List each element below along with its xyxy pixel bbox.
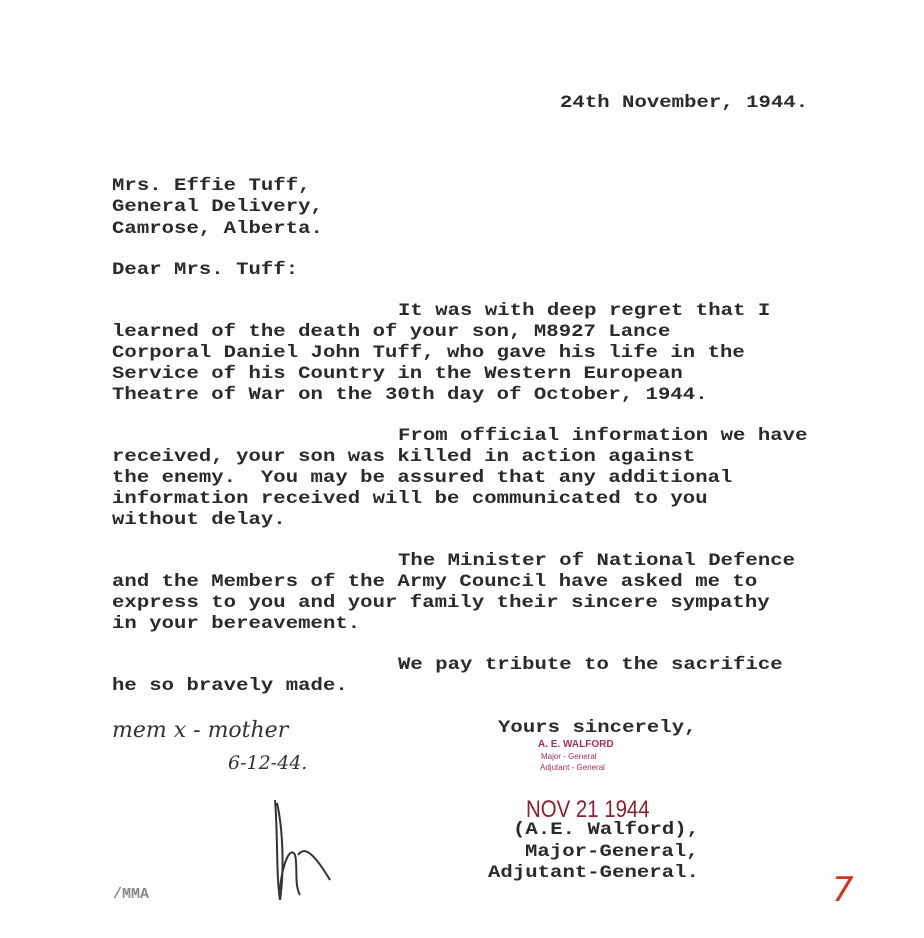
handwritten-signature-mark [260,795,340,905]
body-line: he so bravely made. [112,676,348,696]
body-line: and the Members of the Army Council have asked me to [112,572,758,592]
signature-stamp-name: A. E. WALFORD [538,739,614,750]
body-line: Service of his Country in the Western European [112,364,683,384]
body-line: We pay tribute to the sacrifice [398,655,783,675]
signatory-title: Adjutant-General. [488,863,699,883]
body-line: the enemy. You may be assured that any additional [112,468,733,488]
body-line: received, your son was killed in action against [112,447,696,467]
page-mark: 7 [832,870,854,910]
body-line: The Minister of National Defence [398,551,796,571]
signature-stamp-rank: Major - General [541,752,597,761]
body-line: without delay. [112,510,286,530]
signature-stamp-title: Adjutant - General [540,763,605,772]
body-line: Theatre of War on the 30th day of October, 1944. [112,385,708,405]
closing: Yours sincerely, [498,718,697,738]
body-line: Corporal Daniel John Tuff, who gave his life in the [112,343,745,363]
letter-date: 24th November, 1944. [560,93,809,113]
body-line: in your bereavement. [112,614,361,634]
handwritten-note: mem x - mother [112,718,289,743]
signatory-name: (A.E. Walford), [513,820,700,840]
typist-initials: /MMA [113,886,150,903]
body-line: express to you and your family their sincere sympathy [112,593,770,613]
body-line: learned of the death of your son, M8927 Lance [112,322,671,342]
date-stamp: NOV 21 1944 [526,796,650,823]
salutation: Dear Mrs. Tuff: [112,260,299,280]
body-line: information received will be communicated to you [112,489,708,509]
handwritten-date: 6-12-44. [228,752,308,774]
address-line: Camrose, Alberta. [112,219,323,239]
body-line: It was with deep regret that I [398,301,771,321]
address-line: General Delivery, [112,197,323,217]
body-line: From official information we have [398,426,808,446]
address-line: Mrs. Effie Tuff, [112,176,311,196]
signatory-rank: Major-General, [525,842,699,862]
